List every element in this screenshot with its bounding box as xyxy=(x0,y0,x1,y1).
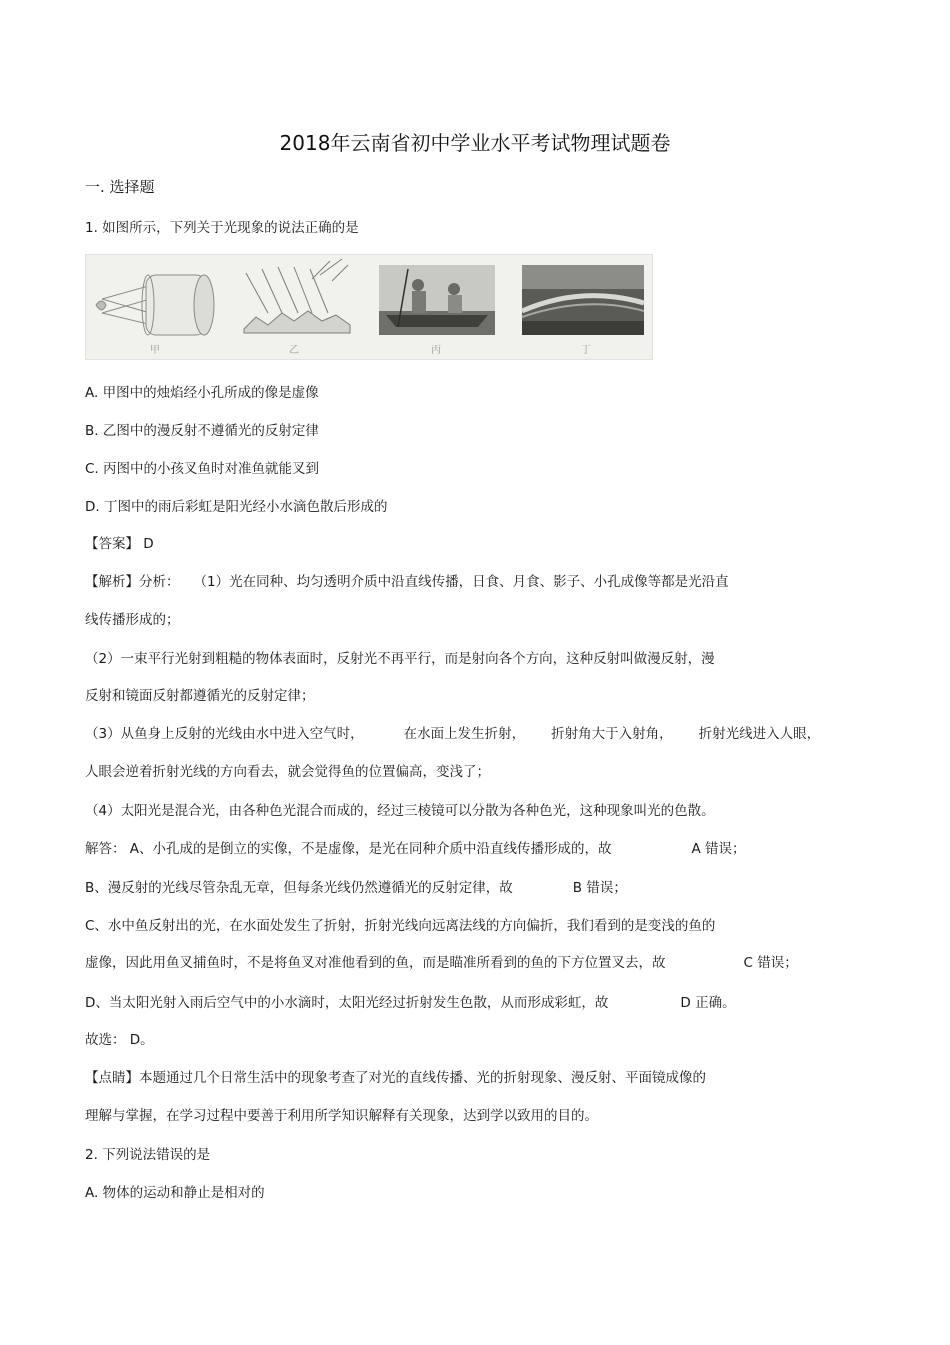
choose-line: 故选： D。 xyxy=(85,1032,154,1048)
analysis-point-1b: 线传播形成的； xyxy=(85,612,180,628)
answer-line: 【答案】 D xyxy=(85,536,154,552)
analysis-point-3a-part-1: （3）从鱼身上反射的光线由水中进入空气时， xyxy=(85,726,364,742)
question-2-option-a: A. 物体的运动和静止是相对的 xyxy=(85,1185,265,1201)
solution-b xyxy=(85,876,627,896)
question-1-figure xyxy=(85,254,653,360)
solution-b-verdict: B 错误； xyxy=(572,880,627,896)
figure-label-bing: 丙 xyxy=(431,345,441,356)
analysis-point-2a: （2）一束平行光射到粗糙的物体表面时，反射光不再平行，而是射向各个方向，这种反射叫做漫反射，漫 xyxy=(85,651,715,667)
comment-line-2: 理解与掌握，在学习过程中要善于利用所学知识解释有关现象，达到学以致用的目的。 xyxy=(85,1108,598,1124)
question-1-option-d: D. 丁图中的雨后彩虹是阳光经小水滴色散后形成的 xyxy=(85,499,388,515)
question-1-option-c: C. 丙图中的小孩叉鱼时对准鱼就能叉到 xyxy=(85,461,320,477)
question-2-stem: 2. 下列说法错误的是 xyxy=(85,1147,211,1163)
solution-b-text: B、漫反射的光线尽管杂乱无章，但每条光线仍然遵循光的反射定律，故 xyxy=(85,880,513,896)
solution-d xyxy=(85,991,736,1011)
comment-line-1: 【点睛】本题通过几个日常生活中的现象考查了对光的直线传播、光的折射现象、漫反射、平面镜成像的 xyxy=(85,1070,706,1086)
analysis-point-3a-part-3: 折射角大于入射角， xyxy=(551,726,673,742)
analysis-point-2b: 反射和镜面反射都遵循光的反射定律； xyxy=(85,688,315,704)
question-1-stem: 1. 如图所示，下列关于光现象的说法正确的是 xyxy=(85,220,359,236)
solution-a-text: 解答： A、小孔成的是倒立的实像，不是虚像，是光在同种介质中沿直线传播形成的，故 xyxy=(85,841,612,857)
solution-a-verdict: A 错误； xyxy=(691,841,746,857)
analysis-point-3a xyxy=(85,722,820,742)
figure-label-yi: 乙 xyxy=(289,345,299,356)
analysis-line-1 xyxy=(85,570,729,590)
question-1-option-a: A. 甲图中的烛焰经小孔所成的像是虚像 xyxy=(85,385,319,401)
solution-c-line-1: C、水中鱼反射出的光，在水面处发生了折射，折射光线向远离法线的方向偏折，我们看到的是变浅的鱼的 xyxy=(85,918,716,934)
page-title: 2018年云南省初中学业水平考试物理试题卷 xyxy=(279,131,671,155)
solution-a xyxy=(85,837,746,857)
analysis-point-3a-part-4: 折射光线进入人眼， xyxy=(698,726,821,742)
solution-c-line-2 xyxy=(85,951,798,971)
figure-ding-rainbow xyxy=(522,265,644,335)
analysis-point-3b: 人眼会逆着折射光线的方向看去，就会觉得鱼的位置偏高，变浅了； xyxy=(85,764,490,780)
figure-label-ding: 丁 xyxy=(581,345,591,356)
figure-bing-fishing-boat xyxy=(379,265,495,335)
figure-yi-diffuse-reflection xyxy=(244,259,350,333)
analysis-heading: 【解析】分析： xyxy=(85,574,180,590)
analysis-point-3a-part-2: 在水面上发生折射， xyxy=(403,726,526,742)
solution-c-verdict: C 错误； xyxy=(743,955,798,971)
question-1-option-b: B. 乙图中的漫反射不遵循光的反射定律 xyxy=(85,423,319,439)
analysis-point-4: （4）太阳光是混合光，由各种色光混合而成的，经过三棱镜可以分散为各种色光，这种现象叫光的色散。 xyxy=(85,803,715,819)
solution-d-verdict: D 正确。 xyxy=(680,995,736,1011)
figure-label-jia: 甲 xyxy=(150,345,160,356)
section-heading: 一. 选择题 xyxy=(85,178,155,196)
analysis-point-1a: （1）光在同种、均匀透明介质中沿直线传播，日食、月食、影子、小孔成像等都是光沿直 xyxy=(193,574,729,590)
figure-jia-pinhole-camera xyxy=(96,275,214,335)
solution-c-text: 虚像，因此用鱼叉捕鱼时，不是将鱼叉对准他看到的鱼，而是瞄准所看到的鱼的下方位置叉去，故 xyxy=(85,955,666,971)
solution-d-text: D、当太阳光射入雨后空气中的小水滴时，太阳光经过折射发生色散，从而形成彩虹，故 xyxy=(85,995,609,1011)
